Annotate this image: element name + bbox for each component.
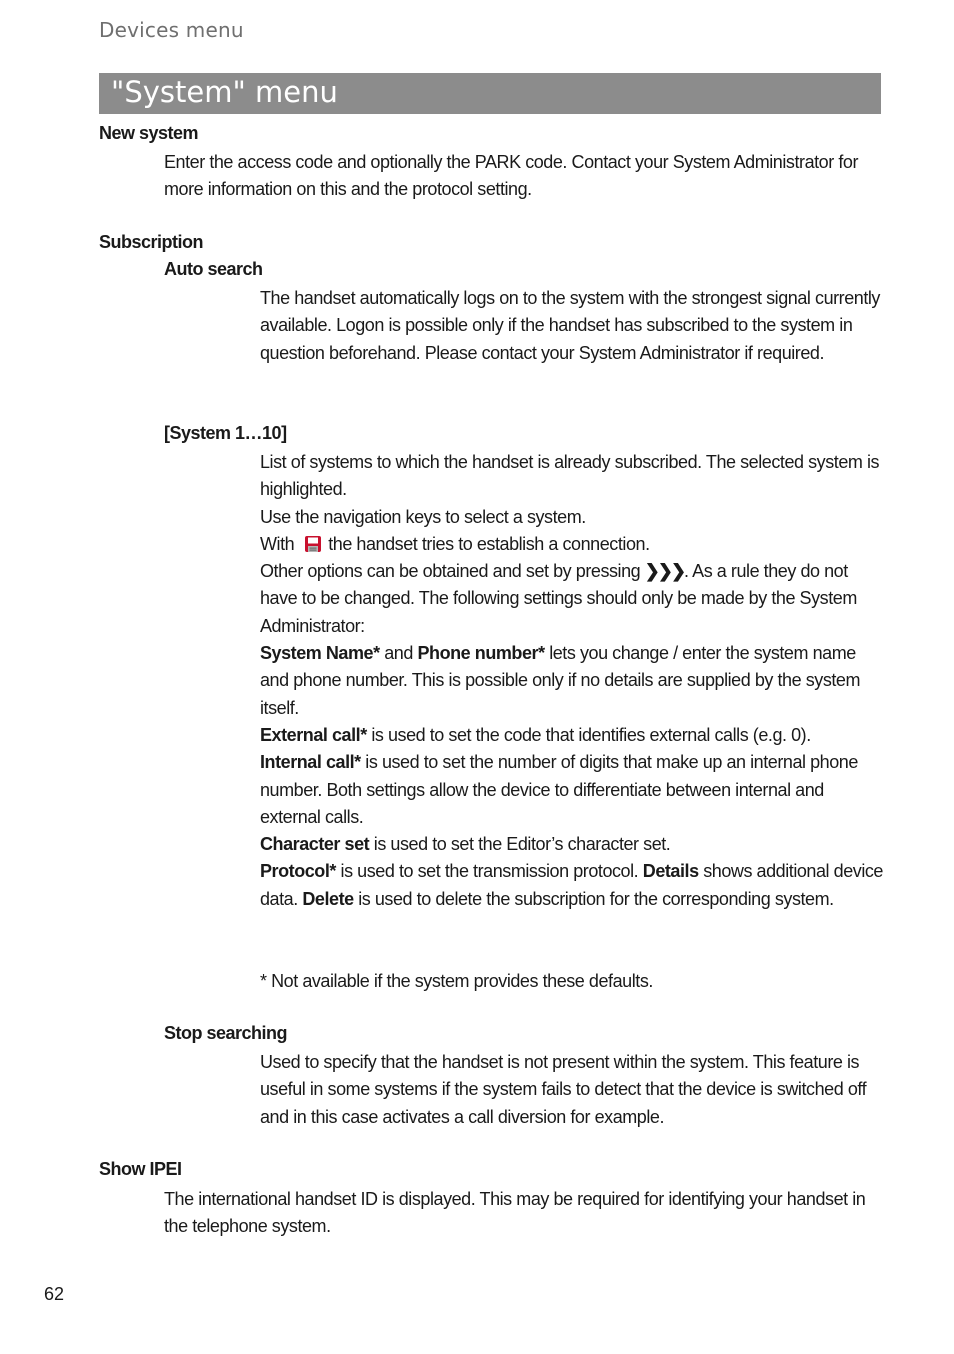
- page-number: 62: [44, 1284, 65, 1304]
- system-list-line2: Use the navigation keys to select a system.: [260, 506, 586, 527]
- system-list-with-line: With the handset tries to establish a connection.: [260, 533, 650, 554]
- save-icon: [304, 535, 322, 553]
- heading-new-system: New system: [99, 123, 199, 143]
- character-set-desc: Character set is used to set the Editor’s character set.: [260, 834, 671, 855]
- heading-stop-searching: Stop searching: [164, 1023, 288, 1043]
- auto-search-text: The handset automatically logs on to the system with the strongest signal currently available. Logon is possible only if the handset has subscribed to the system in question beforehand. Please contact your System Administrator if required.: [260, 288, 880, 363]
- running-head: Devices menu: [99, 18, 244, 42]
- system-list-options: Other options can be obtained and set by pressing ❯❯❯. As a rule they do not have to be changed. The following settings should only be made by the System Administrator:: [260, 561, 857, 636]
- system-name-desc: System Name* and Phone number* lets you change / enter the system name and phone number. This is possible only if no details are supplied by the system itself.: [260, 643, 861, 718]
- new-system-text: Enter the access code and optionally the PARK code. Contact your System Administrator for more information on this and the protocol setting.: [164, 152, 858, 200]
- protocol-desc: Protocol* is used to set the transmission protocol. Details shows additional device data. Delete is used to delete the subscription for the corresponding system.: [260, 861, 883, 909]
- heading-show-ipei: Show IPEI: [99, 1159, 182, 1179]
- heading-auto-search: Auto search: [164, 259, 263, 279]
- external-call-desc: External call* is used to set the code that identifies external calls (e.g. 0).: [260, 724, 811, 745]
- heading-subscription: Subscription: [99, 232, 204, 252]
- section-title-bar: [99, 73, 881, 114]
- show-ipei-text: The international handset ID is displayed. This may be required for identifying your handset in the telephone system.: [164, 1189, 866, 1237]
- system-list-text: [260, 449, 884, 913]
- heading-system-list: [System 1…10]: [164, 423, 287, 443]
- internal-call-desc: Internal call* is used to set the number of digits that make up an internal phone number. Both settings allow the device to differentiate between internal and external calls.: [260, 752, 858, 827]
- stop-searching-text: Used to specify that the handset is not present within the system. This feature is useful in some systems if the system fails to detect that the device is switched off and in this case activates a call diversion for example.: [260, 1052, 867, 1127]
- section-title: "System" menu: [111, 75, 338, 109]
- system-list-line1: List of systems to which the handset is already subscribed. The selected system is highlighted.: [260, 452, 880, 500]
- more-options-icon: ❯❯❯: [644, 561, 685, 582]
- footnote: * Not available if the system provides these defaults.: [260, 971, 653, 991]
